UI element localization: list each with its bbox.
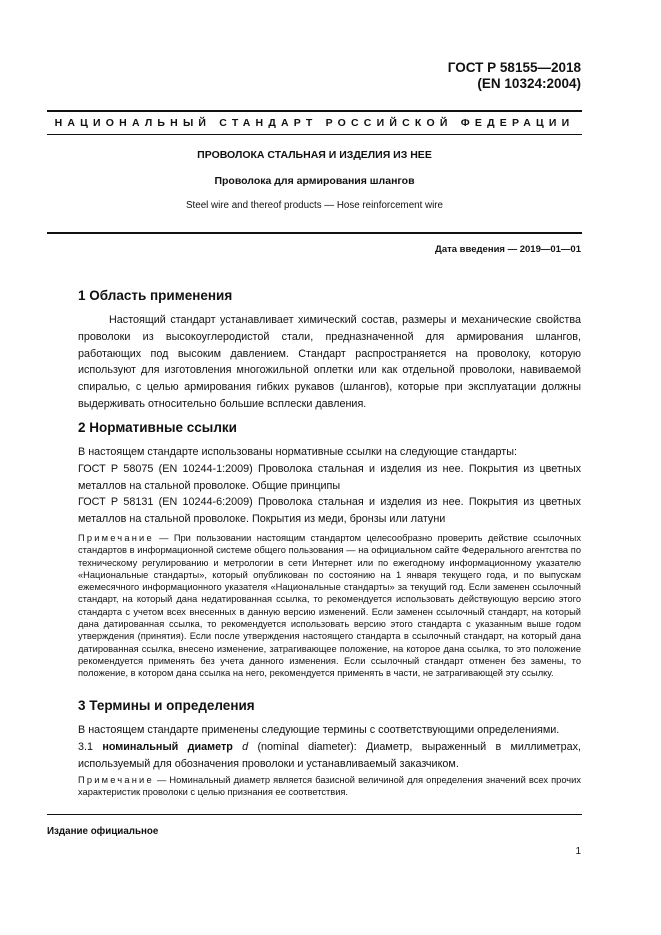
title-english: Steel wire and thereof products — Hose reinforcement wire <box>185 200 443 211</box>
section-2-body <box>78 444 581 528</box>
standard-code-line2: (EN 10324:2004) <box>477 76 581 91</box>
section-3-note-label: Примечание <box>78 775 154 785</box>
section-3-note <box>78 774 581 799</box>
term-3-1-name: номинальный диаметр <box>102 740 233 753</box>
section-3-body <box>78 722 581 772</box>
section-2-ref-1: ГОСТ Р 58075 (EN 10244-1:2009) Проволока стальная и изделия из нее. Покрытия из цветных металлов на стальной проволоке. Общие принципы <box>78 462 581 492</box>
banner-rule <box>47 134 582 135</box>
title-main: ПРОВОЛОКА СТАЛЬНАЯ И ИЗДЕЛИЯ ИЗ НЕЕ <box>197 149 432 161</box>
term-3-1-symbol: d <box>242 740 249 753</box>
section-2-intro: В настоящем стандарте использованы нормативные ссылки на следующие стандарты: <box>78 446 517 458</box>
term-3-1 <box>78 739 581 773</box>
footer-rule <box>47 814 582 815</box>
section-3-note-text: — Номинальный диаметр является базисной величиной для определения значений всех прочих характеристик проволоки с целью признания ее соответствия. <box>78 775 581 798</box>
section-3-intro: В настоящем стандарте применены следующие термины с соответствующими определениями. <box>78 724 560 736</box>
official-edition-label: Издание официальное <box>47 826 159 837</box>
section-1-title: 1 Область применения <box>78 288 233 303</box>
national-standard-banner: НАЦИОНАЛЬНЫЙ СТАНДАРТ РОССИЙСКОЙ ФЕДЕРАЦИИ <box>54 117 575 129</box>
term-3-1-definition: (nominal diameter): Диаметр, выраженный в миллиметрах, используемый для обозначения проволоки и устанавливаемый заказчиком. <box>78 740 581 770</box>
page-number: 1 <box>575 846 581 857</box>
section-1-paragraph: Настоящий стандарт устанавливает химический состав, размеры и механические свойства проволоки из высокоуглеродистой стали, предназначенной для армирования шлангов, работающих под высоким давлением. Стандарт распространяется на проволоку, которую используют для изготовления многожильной оплетки или как отдельной проволоки, навиваемой спиралью, с целью армирования гибких рукавов (шлангов), которые при эксплуатации должны выдерживать относительно большие всплески давления. <box>78 314 581 410</box>
section-2-ref-2: ГОСТ Р 58131 (EN 10244-6:2009) Проволока стальная и изделия из нее. Покрытия из цветных металлов на стальной проволоке. Покрытия из меди, бронзы или латуни <box>78 496 581 526</box>
standard-code <box>448 60 581 92</box>
section-3-title: 3 Термины и определения <box>78 698 255 713</box>
standard-code-line1: ГОСТ Р 58155—2018 <box>447 60 581 75</box>
section-2-title: 2 Нормативные ссылки <box>78 420 237 435</box>
date-of-introduction: Дата введения — 2019—01—01 <box>435 244 581 255</box>
title-rule <box>47 232 582 234</box>
top-rule <box>47 110 582 112</box>
title-sub: Проволока для армирования шлангов <box>214 175 415 187</box>
section-1-body <box>78 312 581 413</box>
section-2-note-label: Примечание <box>78 533 154 543</box>
section-2-note-text: — При пользовании настоящим стандартом целесообразно проверить действие ссылочных стандартов в информационной системе общего пользования — на официальном сайте Федерального агентства по техническому регулированию и метрологии в сети Интернет или по ежегодному информационному указателю «Национальные стандарты», который опубликован по состоянию на 1 января текущего года, и по выпускам ежемесячного информационного указателя «Национальные стандарты» за текущий год. Если заменен ссылочный стандарт, на который дана недатированная ссылка, то рекомендуется использовать действующую версию этого стандарта с учетом всех внесенных в данную версию изменений. Если заменен ссылочный стандарт, на который дана датированная ссылка, то рекомендуется использовать версию этого стандарта с указанным выше годом утверждения (принятия). Если после утверждения настоящего стандарта в ссылочный стандарт, на который дана датированная ссылка, внесено изменение, затрагивающее положение, на которое дана ссылка, то это положение рекомендуется применять без учета данного изменения. Если ссылочный стандарт отменен без замены, то положение, в котором дана ссылка на него, рекомендуется применять в части, не затрагивающей эту ссылку. <box>78 533 581 679</box>
term-3-1-number: 3.1 <box>78 740 103 753</box>
section-2-note <box>78 532 581 680</box>
